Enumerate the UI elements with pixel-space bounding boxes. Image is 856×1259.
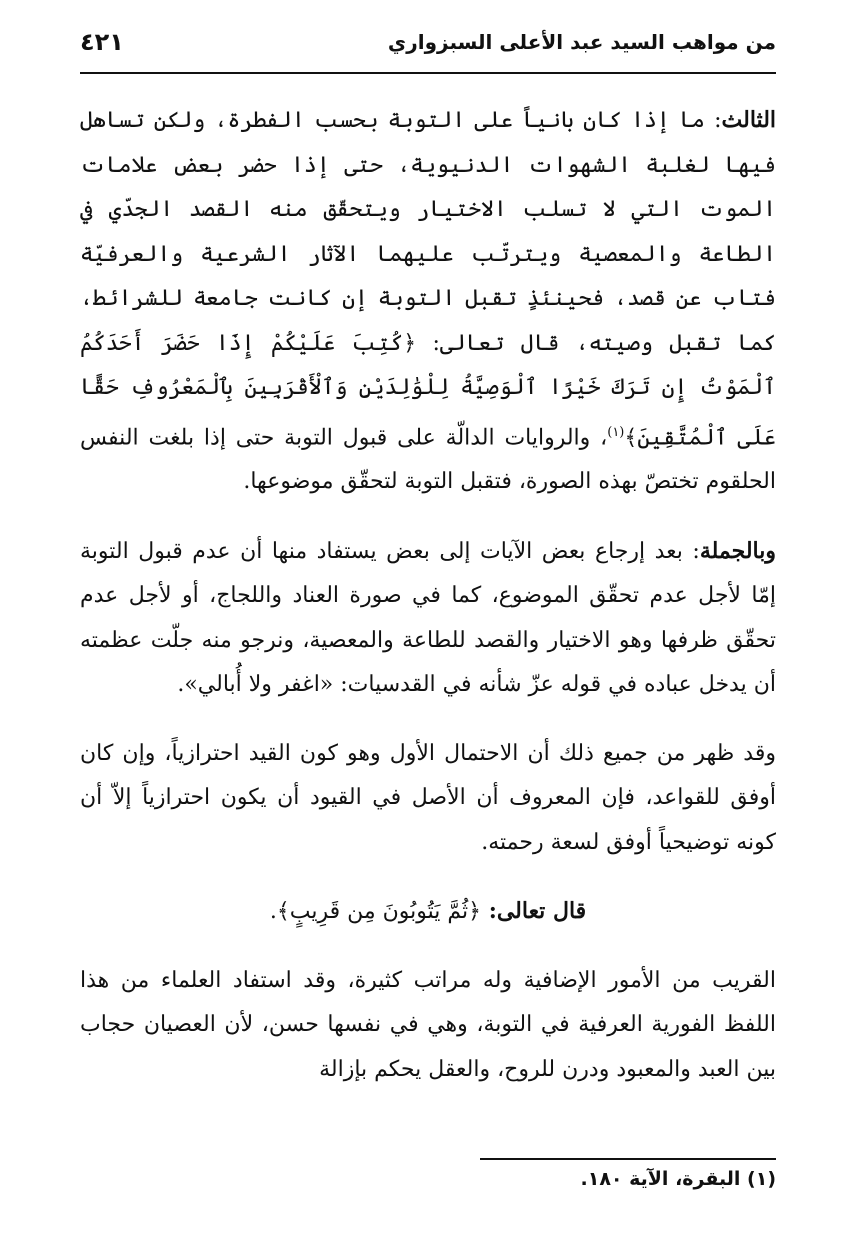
paragraph-text: : ما إذا كان بانياً على التوبة بحسب الفطرة، ولكن تساهل فيها لغلبة الشهوات الدنيوية، حتى إذا حضر بعض علامات الموت التي لا تسلب الاختيار ويتحقّق منه القصد الجدّي في الطاعة والمعصية ويترتّب عليهما الآثار الشرعية والعرفيّة فتاب عن قصد، فحينئذٍ تقبل التوبة إن كانت جامعة للشرائط، كما تقبل وصيته، قال تعالى: xyxy=(80,108,776,356)
paragraph-lead: الثالث xyxy=(721,107,777,133)
page-header xyxy=(80,28,776,74)
paragraph-summary xyxy=(80,529,776,708)
paragraph-text: وقد ظهر من جميع ذلك أن الاحتمال الأول وهو كون القيد احترازياً، وإن كان أوفق للقواعد، فإن المعروف أن الأصل في القيود أن يكون احترازياً إلاّ أن كونه توضيحياً أوفق لسعة رحمته. xyxy=(80,740,776,855)
paragraph-qarib xyxy=(80,959,776,1093)
footnote-divider xyxy=(480,1158,776,1160)
quran-verse: ﴿ثُمَّ يَتُوبُونَ مِن قَرِيبٍ﴾ xyxy=(276,899,482,925)
paragraph-third-case xyxy=(80,98,776,505)
page-number: ٤٢١ xyxy=(80,28,124,56)
main-text xyxy=(80,98,776,1116)
verse-heading-lead: قال تعالى: xyxy=(481,898,587,925)
paragraph-lead: وبالجملة xyxy=(699,537,776,564)
paragraph-text: : بعد إرجاع بعض الآيات إلى بعض يستفاد منها أن عدم قبول التوبة إمّا لأجل عدم تحقّق الموضوع، كما في صورة العناد واللجاج، أو لأجل عدم تحقّق ظرفها وهو الاختيار والقصد للطاعة والمعصية، ونرجو منه جلّت عظمته أن يدخل عباده في قوله عزّ شأنه في القدسيات: «اغفر ولا أُبالي». xyxy=(80,538,776,698)
footnote-reference: (١) xyxy=(607,424,625,440)
footnote: (١) البقرة، الآية ١٨٠. xyxy=(580,1168,776,1190)
verse-heading xyxy=(80,889,776,935)
paragraph-conclusion xyxy=(80,732,776,866)
quran-verse: ﴿كُتِبَ عَلَيْكُمْ إِذَا حَضَرَ أَحَدَكُمُ ٱلْمَوْتُ إِن تَرَكَ خَيْرًا ٱلْوَصِيَّةُ لِلْوَٰلِدَيْنِ وَٱلْأَقْرَبِينَ بِٱلْمَعْرُوفِ حَقًّا عَلَى ٱلْمُتَّقِينَ﴾ xyxy=(80,330,777,450)
paragraph-text: ، والروايات الدالّة على قبول التوبة حتى إذا بلغت النفس الحلقوم تختصّ بهذه الصورة، فتقبل التوبة لتحقّق موضوعها. xyxy=(80,424,776,495)
running-title: من مواهب السيد عبد الأعلى السبزواري xyxy=(387,30,776,54)
verse-heading-tail: . xyxy=(269,899,277,925)
paragraph-text: القريب من الأمور الإضافية وله مراتب كثيرة، وقد استفاد العلماء من هذا اللفظ الفورية العرفية في التوبة، وهي في نفسها حسن، لأن العصيان حجاب بين العبد والمعبود ودرن للروح، والعقل يحكم بإزالة xyxy=(80,967,776,1082)
